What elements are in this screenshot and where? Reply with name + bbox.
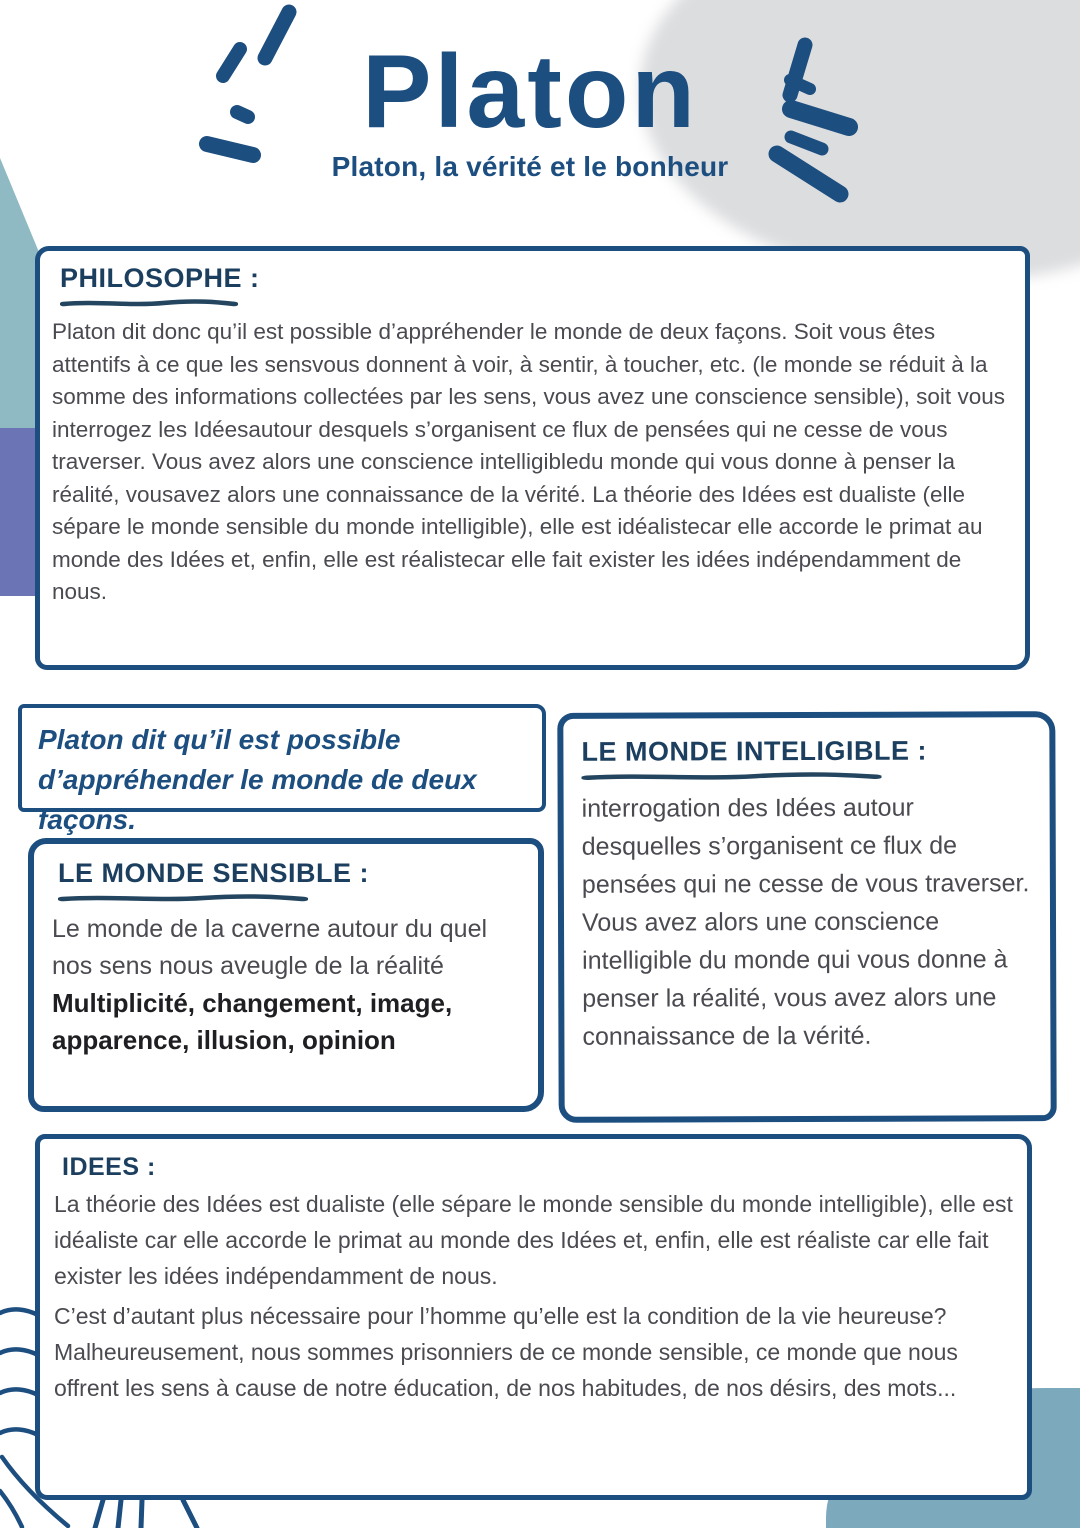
monde-sensible-keywords: Multiplicité, changement, image, apparence, illusion, opinion xyxy=(52,988,453,1055)
heading-underline-icon xyxy=(58,893,308,903)
philosophe-section xyxy=(35,246,1030,670)
heading-underline-icon xyxy=(60,298,238,308)
page-title: Platon xyxy=(362,34,698,150)
idees-section xyxy=(35,1134,1032,1500)
idees-body-1: La théorie des Idées est dualiste (elle sépare le monde sensible du monde intelligible), elle est idéaliste car elle accorde le primat au monde des Idées et, enfin, elle est réaliste car elle fait exister les idées indépendamment de nous. xyxy=(54,1191,1013,1289)
monde-sensible-body: Le monde de la caverne autour du quel nos sens nous aveugle de la réalité xyxy=(52,915,488,980)
idees-body-2: C’est d’autant plus nécessaire pour l’homme qu’elle est la condition de la vie heureuse? Malheureusement, nous sommes prisonniers de ce monde sensible, ce monde que nous offrent les sens à cause de notre éducation, de nos habitudes, de nos désirs, des mots... xyxy=(54,1303,958,1401)
monde-sensible-section xyxy=(28,838,544,1112)
sketch-strokes-icon xyxy=(85,1500,215,1528)
philosophe-body: Platon dit donc qu’il est possible d’appréhender le monde de deux façons. Soit vous êtes attentifs à ce que les sensvous donnent à voir, à sentir, à toucher, etc. (le monde se réduit à la somme des informations collectées par les sens, vous avez une conscience sensible), soit vous interrogez les Idéesautour desquels s’organisent ce flux de pensées qui ne cesse de vous traverser. Vous avez alors une conscience intelligibledu monde qui vous donne à penser la réalité, vousavez alors une connaissance de la vérité. La théorie des Idées est dualiste (elle sépare le monde sensible du monde intelligible), elle est idéalistecar elle accorde le primat au monde des Idées et, enfin, elle est réalistecar elle fait exister les idées indépendamment de nous. xyxy=(52,319,1005,604)
heading-underline-icon xyxy=(581,771,881,782)
idees-heading: IDEES : xyxy=(62,1153,156,1181)
monde-inteligible-section xyxy=(557,711,1056,1123)
quote-box xyxy=(18,704,546,835)
sparkle-burst-left-icon xyxy=(185,2,315,167)
page-subtitle: Platon, la vérité et le bonheur xyxy=(331,151,729,183)
quote-text: Platon dit qu’il est possible d’appréhender le monde de deux façons. xyxy=(38,724,477,835)
title-block xyxy=(235,34,825,183)
monde-inteligible-heading: LE MONDE INTELIGIBLE : xyxy=(581,735,927,767)
sparkle-burst-right-icon xyxy=(755,30,885,210)
monde-sensible-heading: LE MONDE SENSIBLE : xyxy=(58,858,370,888)
monde-inteligible-body: interrogation des Idées autour desquelles s’organisent ce flux de pensées qui ne cesse de vous traverser. Vous avez alors une conscience intelligible du monde qui vous donne à penser la réalité, vous avez alors une connaissance de la vérité. xyxy=(581,793,1030,1051)
philosophe-heading: PHILOSOPHE : xyxy=(60,263,260,293)
